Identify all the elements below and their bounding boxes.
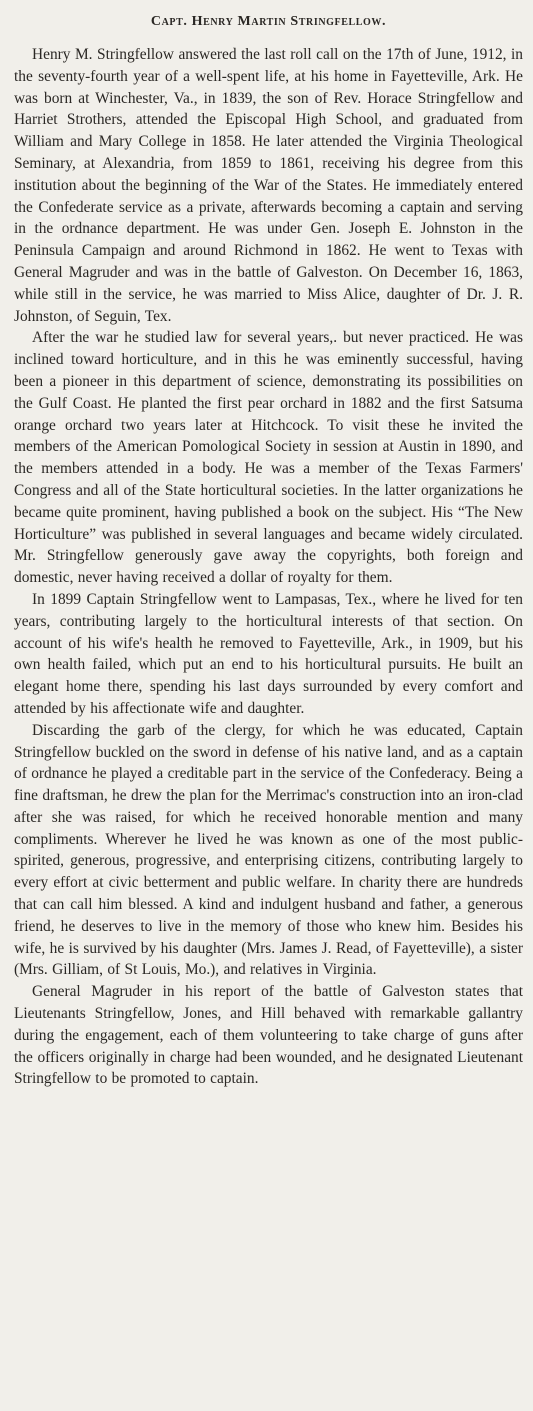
paragraph-character: Discarding the garb of the clergy, for which he was educated, Captain Stringfellow buckled on the sword in defense of his native land, and as a captain of ordnance he played a creditable part in the service of the Confederacy. Being a fine draftsman, he drew the plan for the Merrimac's construction into an iron-clad after she was raised, for which he received honorable mention and many compliments. Wherever he lived he was known as one of the most public-spirited, generous, progressive, and enterprising citizens, contributing largely to every effort at civic betterment and public welfare. In charity there are hundreds that can call him blessed. A kind and indulgent husband and father, a generous friend, he deserves to live in the memory of those who knew him. Besides his wife, he is survived by his daughter (Mrs. James J. Read, of Fayetteville), a sister (Mrs. Gilliam, of St Louis, Mo.), and relatives in Virginia. — [14, 721, 523, 979]
paragraph-lampasas: In 1899 Captain Stringfellow went to Lampasas, Tex., where he lived for ten years, contributing largely to the horticultural interests of that section. On account of his wife's health he removed to Fayetteville, Ark., in 1909, but his own health failed, which put an end to his horticultural pursuits. He built an elegant home there, spending his last days surrounded by every comfort and attended by his affectionate wife and daughter. — [14, 590, 523, 717]
paragraph-galveston-report: General Magruder in his report of the battle of Galveston states that Lieutenants Stringfellow, Jones, and Hill behaved with remarkable gallantry during the engagement, each of them volunteering to take charge of guns after the officers originally in charge had been wounded, and he designated Lieutenant Stringfellow to be promoted to captain. — [14, 983, 523, 1088]
paragraph-horticulture: After the war he studied law for several years,. but never practiced. He was inclined toward horticulture, and in this he was eminently successful, having been a pioneer in this department of science, demonstrating its possibilities on the Gulf Coast. He planted the first pear orchard in 1882 and the first Satsuma orange orchard two years later at Hitchcock. To visit these he invited the members of the American Pomological Society in session at Austin in 1890, and the members attended in a body. He was a member of the Texas Farmers' Congress and all of the State horticultural societies. In the latter organizations he became quite prominent, having published a book on the subject. His “The New Horticulture” was published in several languages and became widely circulated. Mr. Stringfellow generously gave away the copyrights, both foreign and domestic, never having received a dollar of royalty for them. — [14, 329, 523, 587]
article-title: Capt. Henry Martin Stringfellow. — [150, 14, 387, 29]
paragraph-biography: Henry M. Stringfellow answered the last roll call on the 17th of June, 1912, in the seventy-fourth year of a well-spent life, at his home in Fayetteville, Ark. He was born at Winchester, Va., in 1839, the son of Rev. Horace Stringfellow and Harriet Strothers, attended the Episcopal High School, and graduated from William and Mary College in 1858. He later attended the Virginia Theological Seminary, at Alexandria, from 1859 to 1861, receiving his degree from this institution about the beginning of the War of the States. He immediately entered the Confederate service as a private, afterwards becoming a captain and serving in the ordnance department. He was under Gen. Joseph E. Johnston in the Peninsula Campaign and around Richmond in 1862. He went to Texas with General Magruder and was in the battle of Galveston. On December 16, 1863, while still in the service, he was married to Miss Alice, daughter of Dr. J. R. Johnston, of Seguin, Tex. — [14, 46, 523, 325]
